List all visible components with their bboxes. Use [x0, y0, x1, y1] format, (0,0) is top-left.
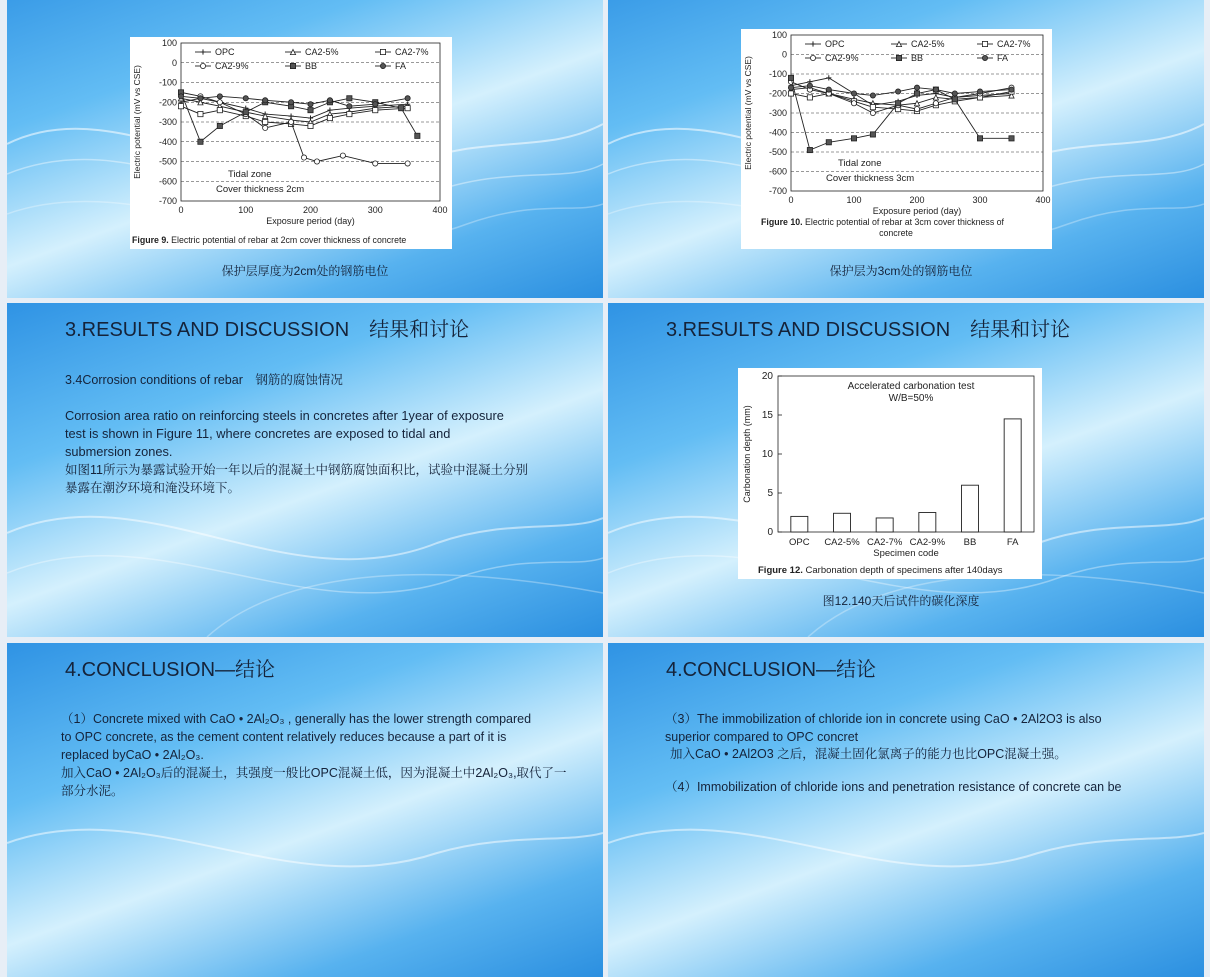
y-tick-label: -300	[768, 108, 787, 118]
bar-ca2-9-	[919, 513, 936, 533]
slide-title: 3.RESULTS AND DISCUSSION 结果和讨论	[65, 319, 470, 341]
x-tick-label: BB	[963, 537, 977, 548]
x-axis-label: Exposure period (day)	[266, 216, 355, 226]
figure-caption	[758, 565, 1003, 576]
y-tick-label: -500	[768, 147, 787, 157]
x-tick-label: 0	[788, 195, 794, 205]
figure-10-chart	[741, 29, 1052, 249]
x-tick-label: 100	[238, 205, 254, 215]
legend-label: FA	[395, 61, 407, 71]
legend-label: CA2-9%	[215, 61, 249, 71]
slide-results-text	[7, 303, 603, 637]
data-point	[198, 112, 203, 117]
slide-figure-9	[7, 0, 603, 298]
data-point	[810, 55, 815, 60]
y-tick-label: 0	[781, 49, 787, 60]
data-point	[933, 101, 938, 106]
data-point	[952, 97, 957, 102]
paragraph-line: （1）Concrete mixed with CaO • 2Al₂O₃ , generally has the lower strength compared	[61, 712, 532, 726]
cover-label: Cover thickness 3cm	[826, 173, 915, 184]
legend-label: FA	[997, 53, 1009, 63]
figure-9-caption-cn: 保护层厚度为2cm处的钢筋电位	[221, 264, 389, 278]
data-point	[314, 159, 319, 164]
data-point	[870, 105, 875, 110]
data-point	[178, 104, 183, 109]
data-point	[217, 100, 222, 105]
background-wave	[608, 643, 1204, 977]
x-tick-label: 200	[909, 195, 925, 205]
y-tick-label: -500	[158, 156, 177, 167]
data-point	[788, 91, 793, 96]
data-point	[826, 75, 831, 80]
y-tick-label: -700	[768, 186, 787, 196]
paragraph-line: superior compared to OPC concret	[665, 730, 859, 744]
x-axis-label: Specimen code	[873, 548, 939, 559]
x-tick-label: 400	[1035, 195, 1051, 205]
bar-fa	[1004, 419, 1021, 532]
figure-9-chart	[130, 37, 452, 249]
legend	[805, 39, 1031, 63]
data-point	[810, 41, 815, 46]
bar-ca2-7-	[876, 518, 893, 532]
paragraph-line: （3）The immobilization of chloride ion in concrete using CaO • 2Al2O3 is also	[665, 712, 1102, 726]
y-tick-label: -100	[158, 77, 177, 88]
bar-opc	[791, 516, 808, 532]
data-point	[933, 87, 938, 92]
paragraph-line: 加入CaO • 2Al₂O₃后的混凝土，其强度一般比OPC混凝土低，因为混凝土中2Al₂O₃,取代了一	[61, 766, 567, 780]
data-point	[870, 93, 875, 98]
data-point	[896, 89, 901, 94]
data-point	[200, 49, 205, 54]
figure-10-panel	[741, 29, 1052, 249]
legend-label: BB	[911, 53, 924, 63]
data-point	[347, 112, 352, 117]
slide-conclusion-2	[608, 643, 1204, 977]
y-tick-label: 100	[771, 30, 787, 40]
figure-caption-text: Carbonation depth of specimens after 140days	[802, 565, 1003, 576]
slide-figure-12	[608, 303, 1204, 637]
data-point	[977, 136, 982, 141]
data-point	[263, 125, 268, 130]
data-point	[178, 94, 183, 99]
legend-label: OPC	[825, 39, 845, 49]
legend	[195, 47, 429, 71]
data-point	[977, 89, 982, 94]
bar-bb	[962, 485, 979, 532]
data-point	[788, 75, 793, 80]
data-point	[217, 123, 222, 128]
figure-caption-number: Figure 10.	[761, 217, 803, 227]
paragraph-line: 加入CaO • 2Al2O3 之后，混凝土固化氯离子的能力也比OPC混凝土强。	[670, 747, 1067, 761]
data-point	[952, 91, 957, 96]
x-axis-label: Exposure period (day)	[872, 206, 962, 216]
data-point	[308, 123, 313, 128]
data-point	[405, 161, 410, 166]
figure-caption	[132, 235, 406, 245]
data-point	[415, 133, 420, 138]
figure-12-caption-cn: 图12.140天后试件的碳化深度	[822, 594, 980, 608]
figure-12-chart	[738, 368, 1042, 579]
data-point	[807, 147, 812, 152]
slide-title: 4.CONCLUSION—结论	[65, 659, 276, 681]
y-tick-label: -400	[768, 127, 787, 138]
zone-label: Tidal zone	[228, 169, 272, 180]
data-point	[405, 96, 410, 101]
y-tick-label: -200	[158, 97, 177, 108]
x-tick-label: 300	[367, 205, 383, 215]
data-point	[347, 104, 352, 109]
data-point	[1009, 136, 1014, 141]
figure-caption-text: concrete	[879, 228, 913, 238]
data-point	[217, 108, 222, 113]
data-point	[198, 139, 203, 144]
figure-caption-text: Electric potential of rebar at 2cm cover thickness of concrete	[168, 235, 407, 245]
data-point	[347, 96, 352, 101]
x-tick-label: 0	[178, 205, 184, 215]
data-point	[870, 132, 875, 137]
y-tick-label: 15	[761, 410, 773, 421]
data-point	[380, 49, 385, 54]
section-subheading: 3.4Corrosion conditions of rebar 钢筋的腐蚀情况	[65, 373, 343, 387]
data-point	[807, 83, 812, 88]
data-point	[198, 96, 203, 101]
data-point	[373, 161, 378, 166]
x-tick-label: 400	[432, 205, 448, 215]
data-point	[870, 110, 875, 115]
data-point	[243, 110, 248, 115]
x-tick-label: OPC	[789, 537, 810, 548]
x-tick-label: FA	[1006, 537, 1019, 548]
paragraph-line: 部分水泥。	[61, 784, 124, 798]
y-tick-label: -200	[768, 88, 787, 99]
data-point	[405, 106, 410, 111]
zone-label: Tidal zone	[838, 158, 882, 169]
paragraph-line: submersion zones.	[65, 444, 173, 459]
slide-conclusion-1	[7, 643, 603, 977]
y-tick-label: -300	[158, 117, 177, 127]
x-tick-label: 200	[302, 205, 319, 215]
figure-caption-number: Figure 9.	[132, 235, 169, 245]
slide-figure-10	[608, 0, 1204, 298]
paragraph-line: replaced byCaO • 2Al₂O₃.	[61, 748, 204, 762]
figure-caption-text: Electric potential of rebar at 3cm cover thickness of	[802, 217, 1005, 227]
data-point	[399, 106, 404, 111]
figure-9-panel	[130, 37, 452, 249]
slide-title: 4.CONCLUSION—结论	[666, 659, 877, 681]
y-tick-label: -600	[768, 166, 787, 177]
figure-caption-number: Figure 12.	[758, 565, 803, 576]
data-point	[807, 95, 812, 100]
data-point	[308, 108, 313, 113]
legend-label: CA2-5%	[911, 39, 945, 49]
legend-label: CA2-7%	[395, 47, 429, 57]
data-point	[301, 155, 306, 160]
data-point	[914, 85, 919, 90]
x-tick-label: CA2-9%	[909, 537, 946, 548]
y-tick-label: 100	[161, 38, 177, 48]
data-point	[263, 119, 268, 124]
y-tick-label: -600	[158, 176, 177, 187]
y-tick-label: -700	[158, 196, 177, 206]
data-point	[340, 153, 345, 158]
y-axis-label: Carbonation depth (mm)	[742, 405, 752, 503]
data-point	[914, 107, 919, 112]
data-point	[788, 85, 793, 90]
cover-label: Cover thickness 2cm	[216, 184, 305, 195]
x-tick-label: 300	[972, 195, 988, 205]
paragraph-line: （4）Immobilization of chloride ions and penetration resistance of concrete can be	[665, 780, 1122, 794]
background-wave	[7, 643, 603, 977]
y-axis-label: Electric potential (mV vs CSE)	[743, 56, 753, 170]
data-point	[914, 91, 919, 96]
y-tick-label: 5	[767, 488, 773, 499]
y-axis-label: Electric potential (mV vs CSE)	[132, 65, 142, 179]
legend-label: CA2-9%	[825, 53, 859, 63]
data-point	[1009, 87, 1014, 92]
x-tick-label: CA2-7%	[866, 537, 903, 548]
paragraph-line: test is shown in Figure 11, where concretes are exposed to tidal and	[65, 426, 451, 441]
data-point	[826, 87, 831, 92]
data-point	[217, 94, 222, 99]
legend-label: BB	[305, 61, 318, 71]
data-point	[200, 63, 205, 68]
x-tick-label: CA2-5%	[824, 537, 860, 548]
data-point	[826, 140, 831, 145]
paragraph-line: to OPC concrete, as the cement content relatively reduces because a part of it is	[61, 730, 507, 744]
y-tick-label: 0	[767, 527, 773, 538]
data-point	[373, 102, 378, 107]
data-point	[327, 98, 332, 103]
data-point	[288, 100, 293, 105]
y-tick-label: 20	[761, 371, 773, 382]
data-point	[896, 55, 901, 60]
data-point	[380, 63, 385, 68]
y-tick-label: -100	[768, 69, 787, 79]
series-bb	[788, 75, 1014, 152]
data-point	[982, 55, 987, 60]
data-point	[243, 96, 248, 101]
legend-label: OPC	[215, 47, 235, 57]
data-point	[290, 63, 295, 68]
paragraph-line: Corrosion area ratio on reinforcing steels in concretes after 1year of exposure	[65, 408, 504, 423]
data-point	[851, 136, 856, 141]
data-point	[982, 41, 987, 46]
chart-annotation: W/B=50%	[888, 393, 934, 404]
figure-12-panel	[738, 368, 1042, 579]
y-tick-label: -400	[158, 136, 177, 147]
data-point	[896, 101, 901, 106]
figure-caption	[761, 217, 1005, 227]
data-point	[263, 98, 268, 103]
y-tick-label: 10	[761, 449, 773, 460]
data-point	[327, 115, 332, 120]
chart-annotation: Accelerated carbonation test	[847, 381, 975, 392]
slide-title: 3.RESULTS AND DISCUSSION 结果和讨论	[666, 319, 1071, 341]
data-point	[851, 91, 856, 96]
data-point	[308, 102, 313, 107]
y-tick-label: 0	[171, 57, 177, 68]
data-point	[373, 108, 378, 113]
data-point	[288, 119, 293, 124]
legend-label: CA2-7%	[997, 39, 1031, 49]
legend-label: CA2-5%	[305, 47, 339, 57]
x-tick-label: 100	[846, 195, 862, 205]
figure-10-caption-cn: 保护层为3cm处的钢筋电位	[829, 264, 973, 278]
paragraph-line: 如图11所示为暴露试验开始一年以后的混凝土中钢筋腐蚀面积比，试验中混凝土分别	[65, 463, 528, 477]
paragraph-line: 暴露在潮汐环境和淹没环境下。	[65, 481, 241, 495]
data-point	[851, 101, 856, 106]
bar-ca2-5-	[834, 513, 851, 532]
